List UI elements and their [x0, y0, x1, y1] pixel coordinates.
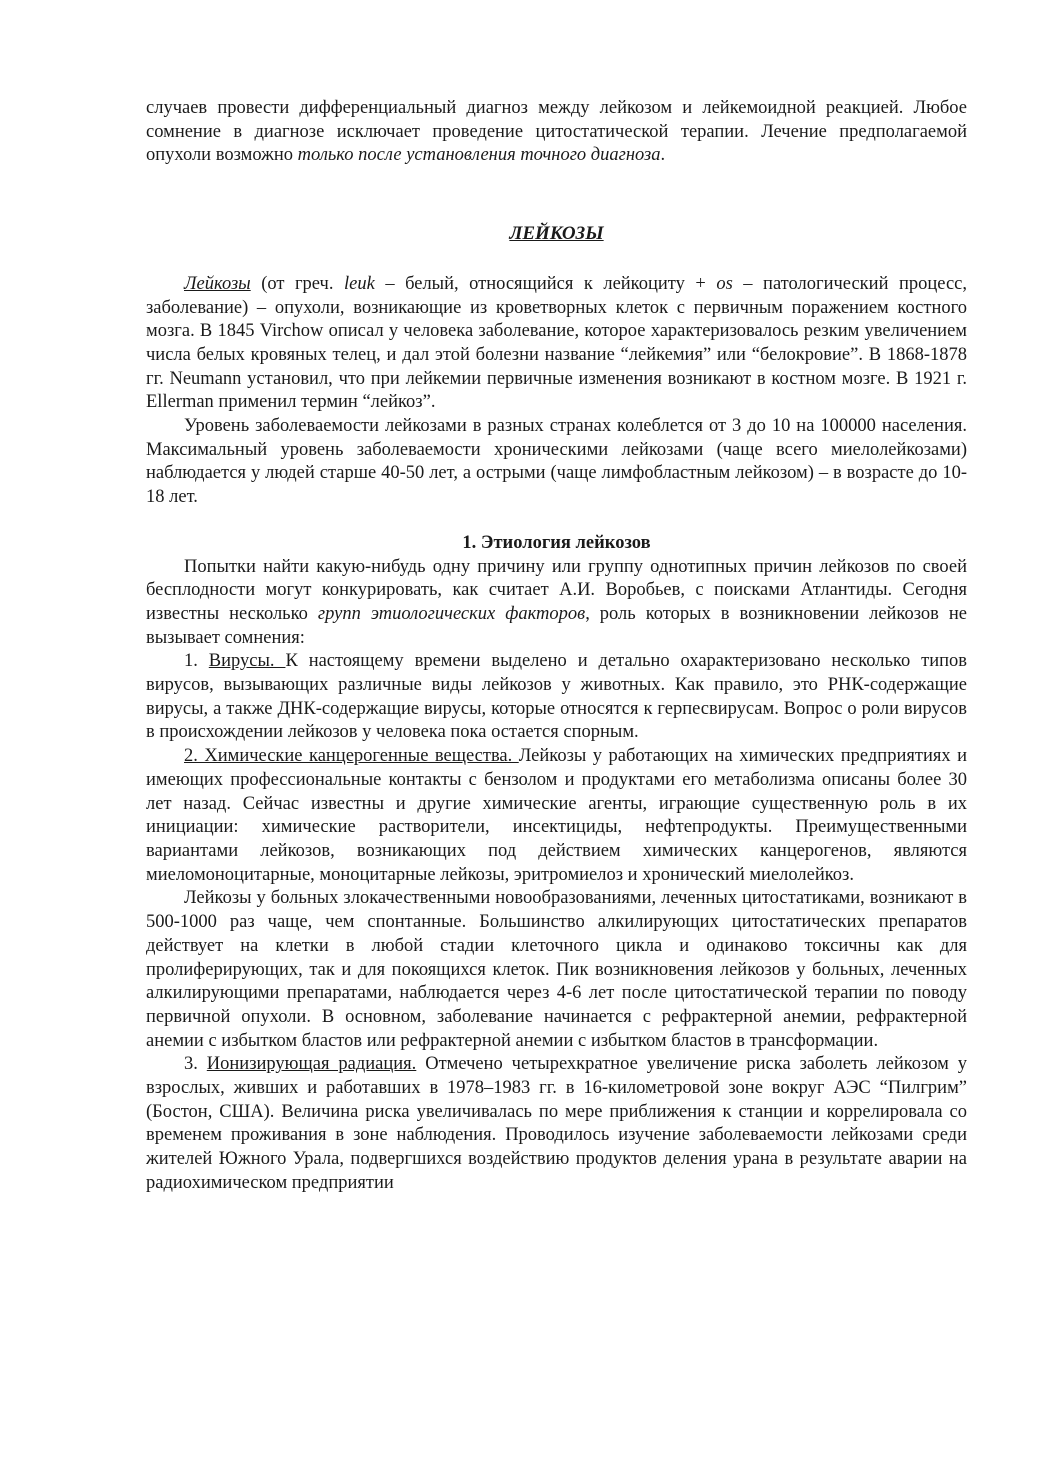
- section-heading-etiology: 1. Этиология лейкозов: [462, 532, 651, 553]
- etiology-text-b: , роль которых в возникновении лейкозов не вызывает сомнения:: [146, 603, 967, 648]
- greek-word-os: os: [716, 273, 733, 294]
- item-number: 3.: [184, 1054, 207, 1075]
- page-title: ЛЕЙКОЗЫ: [509, 223, 604, 245]
- item-number: 1.: [184, 651, 209, 672]
- item-heading-radiation: Ионизирующая радиация.: [206, 1054, 417, 1075]
- list-item-viruses: [146, 650, 967, 745]
- etiology-emphasis: групп этиологических факторов: [317, 603, 586, 624]
- greek-word-leuk: leuk: [344, 273, 375, 294]
- definition-text-a: (от греч.: [250, 273, 344, 294]
- item-text-viruses: К настоящему времени выделено и детально охарактеризовано несколько типов вирусов, вызывающих различные виды лейкозов у животных. Как правило, это РНК-содержащие вирусы, а также ДНК-содержащие вирусы, которые относятся к герпесвирусам. Вопрос о роли вирусов в происхождении лейкозов у человека пока остается спорным.: [146, 651, 967, 743]
- intro-emphasis: только после установления точного диагноза: [297, 145, 661, 166]
- definition-text-c: – патологический процесс, заболевание) – опухоли, возникающие из кроветворных клеток с первичным поражением костного мозга. В 1845 Virchow описал у человека заболевание, которое характеризовалось резким увеличением числа белых кровяных телец, и дал этой болезни название “лейкемия” или “белокровие”. В 1868-1878 гг. Neumann установил, что при лейкемии первичные изменения возникают в костном мозге. В 1921 г. Ellerman применил термин “лейкоз”.: [146, 273, 967, 413]
- item-heading-chemicals: 2. Химические канцерогенные вещества.: [184, 746, 519, 767]
- list-item-radiation: [146, 1053, 967, 1195]
- intro-end: .: [660, 145, 666, 166]
- paragraph-cytostatics: Лейкозы у больных злокачественными новообразованиями, леченных цитостатиками, возникают в 500-1000 раз чаще, чем спонтанные. Большинство алкилирующих цитостатических препаратов действует на клетки в любой стадии клеточного цикла и одинаково токсичны как для пролиферирующих, так и для покоящихся клеток. Пик возникновения лейкозов у больных, леченных алкилирующими препаратами, наблюдается через 4-6 лет после цитостатической терапии по поводу первичной опухоли. В основном, заболевание начинается с рефрактерной анемии, рефрактерной анемии с избытком бластов или рефрактерной анемии с избытком бластов в трансформации.: [146, 888, 967, 1051]
- item-text-chemicals: Лейкозы у работающих на химических предприятиях и имеющих профессиональные контакты с бензолом и продуктами его метаболизма описаны более 30 лет назад. Сейчас известны и другие химические агенты, играющие существенную роль в их инициации: химические растворители, инсектициды, нефтепродукты. Преимущественными вариантами лейкозов, возникающих под действием химических канцерогенов, являются миеломоноцитарные, моноцитарные лейкозы, эритромиелоз и хронический миелолейкоз.: [146, 746, 967, 885]
- etiology-text-a: Попытки найти какую-нибудь одну причину или группу однотипных причин лейкозов по своей бесплодности могут конкурировать, как считает А.И. Воробьев, с поисками Атлантиды. Сегодня известны несколько: [146, 556, 967, 624]
- definition-text-b: – белый, относящийся к лейкоциту +: [374, 273, 717, 294]
- paragraph-definition: [146, 273, 967, 415]
- item-text-radiation: Отмечено четырехкратное увеличение риска заболеть лейкозом у взрослых, живших и работавших в 1978–1983 гг. в 16-километровой зоне вокруг АЭС “Пилгрим” (Бостон, США). Величина риска увеличивалась по мере приближения к станции и коррелировала со временем проживания в зоне наблюдения. Проводилось изучение заболеваемости лейкозами среди жителей Южного Урала, подвергшихся воздействию продуктов деления урана в результате аварии на радиохимическом предприятии: [146, 1054, 967, 1193]
- paragraph-etiology-intro: [146, 556, 967, 651]
- item-heading-viruses: Вирусы.: [208, 651, 286, 672]
- intro-text: случаев провести дифференциальный диагноз между лейкозом и лейкемоидной реакцией. Любое сомнение в диагнозе исключает проведение цитостатической терапии. Лечение предполагаемой опухоли возможно: [146, 98, 967, 166]
- term-leukosis: Лейкозы: [184, 273, 251, 294]
- list-item-chemicals: [146, 745, 967, 887]
- paragraph-incidence: Уровень заболеваемости лейкозами в разных странах колеблется от 3 до 10 на 100000 населения. Максимальный уровень заболеваемости хроническими лейкозами (чаще всего миелолейкозами) наблюдается у людей старше 40-50 лет, а острыми (чаще лимфобластным лейкозом) – в возрасте до 10-18 лет.: [146, 416, 967, 508]
- spacer: [146, 168, 967, 222]
- intro-paragraph: [146, 97, 967, 168]
